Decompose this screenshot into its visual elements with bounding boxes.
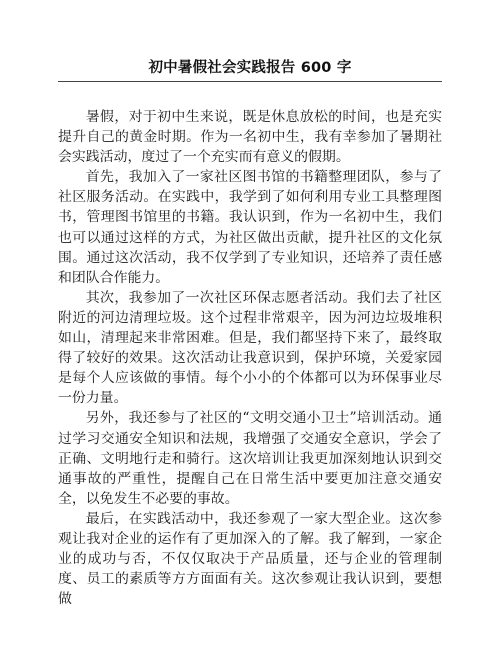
paragraph-traffic: 另外，我还参与了社区的“文明交通小卫士”培训活动。通过学习交通安全知识和法规，我增强了交通安全意识，学会了正确、文明地行走和骑行。这次培训让我更加深刻地认识到交通事故的严重性，提醒自己在日常生活中要更加注意交通安全，以免发生不必要的事故。 xyxy=(58,410,442,507)
paragraph-enterprise: 最后，在实践活动中，我还参观了一家大型企业。这次参观让我对企业的运作有了更加深入的了解。我了解到，一家企业的成功与否，不仅仅取决于产品质量，还与企业的管理制度、员工的素质等方方面面有关。这次参观让我认识到，要想做 xyxy=(58,510,442,608)
document-title: 初中暑假社会实践报告 600 字 xyxy=(148,60,352,76)
header-divider xyxy=(58,81,442,82)
paragraph-library: 首先，我加入了一家社区图书馆的书籍整理团队，参与了社区服务活动。在实践中，我学到了如何利用专业工具整理图书，管理图书馆里的书籍。我认识到，作为一名初中生，我们也可以通过这样的方式，为社区做出贡献，提升社区的文化氛围。通过这次活动，我不仅学到了专业知识，还培养了责任感和团队合作能力。 xyxy=(58,169,442,286)
paragraph-intro: 暑假，对于初中生来说，既是休息放松的时间，也是充实提升自己的黄金时期。作为一名初中生，我有幸参加了暑期社会实践活动，度过了一个充实而有意义的假期。 xyxy=(58,109,442,166)
paragraph-environment: 其次，我参加了一次社区环保志愿者活动。我们去了社区附近的河边清理垃圾。这个过程非常艰辛，因为河边垃圾堆积如山，清理起来非常困难。但是，我们都坚持下来了，最终取得了较好的效果。这次活动让我意识到，保护环境，关爱家园是每个人应该做的事情。每个小小的个体都可以为环保事业尽一份力量。 xyxy=(58,289,442,407)
document-body xyxy=(58,107,442,647)
